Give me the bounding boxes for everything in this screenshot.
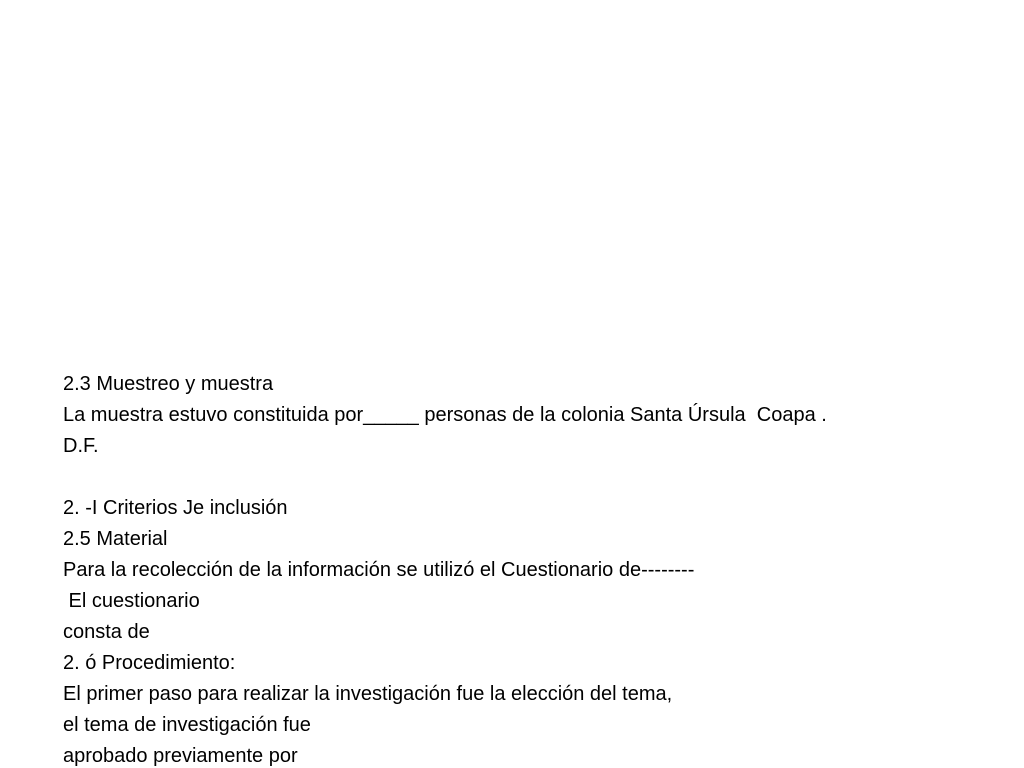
- section-heading-material: 2.5 Material: [63, 528, 168, 550]
- sample-location-df: D.F.: [63, 435, 99, 457]
- material-description: Para la recolección de la información se utilizó el Cuestionario de--------: [63, 559, 695, 581]
- section-heading-criterios: 2. -I Criterios Je inclusión: [63, 497, 288, 519]
- consists-of-line: consta de: [63, 621, 150, 643]
- procedure-topic-line: el tema de investigación fue: [63, 714, 311, 736]
- sample-description: La muestra estuvo constituida por_____ personas de la colonia Santa Úrsula Coapa .: [63, 404, 827, 426]
- section-heading-muestreo: 2.3 Muestreo y muestra: [63, 373, 274, 395]
- slide-body-text: [63, 369, 993, 768]
- procedure-approved-line: aprobado previamente por: [63, 745, 298, 767]
- blank-line: [63, 462, 993, 493]
- questionnaire-line: El cuestionario: [63, 590, 200, 612]
- section-heading-procedimiento: 2. ó Procedimiento:: [63, 652, 236, 674]
- procedure-step-one: El primer paso para realizar la investigación fue la elección del tema,: [63, 683, 673, 705]
